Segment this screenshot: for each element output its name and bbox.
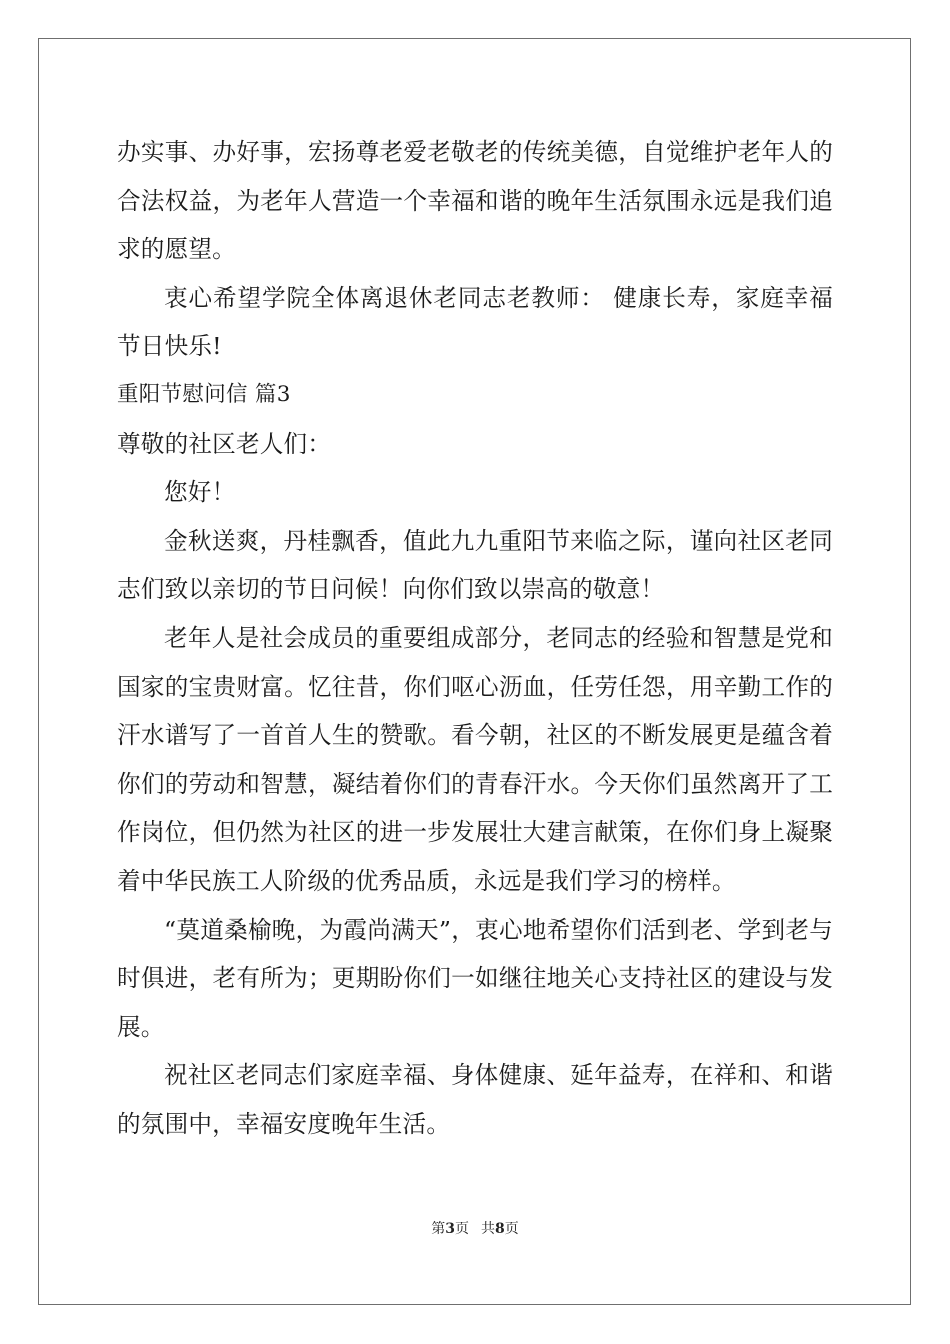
greeting: 您好！ bbox=[164, 478, 236, 507]
footer-total-prefix: 共 bbox=[481, 1221, 495, 1237]
paragraph-3: 金秋送爽，丹桂飘香，值此九九重阳节来临之际，谨向社区老同志们致以亲切的节日问候！向你们致以崇高的敬意！ bbox=[117, 526, 833, 604]
paragraph-5: “莫道桑榆晚，为霞尚满天”，衷心地希望你们活到老、学到老与时俱进，老有所为；更期盼你们一如继往地关心支持社区的建设与发展。 bbox=[117, 915, 833, 1041]
footer-total-suffix: 页 bbox=[504, 1221, 519, 1237]
paragraph-6: 祝社区老同志们家庭幸福、身体健康、延年益寿，在祥和、和谐的氛围中，幸福安度晚年生活。 bbox=[117, 1061, 833, 1138]
document-body bbox=[117, 128, 833, 1148]
page-footer bbox=[0, 1219, 950, 1239]
section-heading: 重阳节慰问信 篇3 bbox=[117, 381, 291, 407]
paragraph-4: 老年人是社会成员的重要组成部分，老同志的经验和智慧是党和国家的宝贵财富。忆往昔，你们呕心沥血，任劳任怨，用辛勤工作的汗水谱写了一首首人生的赞歌。看今朝，社区的不断发展更是蕴含着你们的劳动和智慧，凝结着你们的青春汗水。今天你们虽然离开了工作岗位，但仍然为社区的进一步发展壮大建言献策，在你们身上凝聚着中华民族工人阶级的优秀品质，永远是我们学习的榜样。 bbox=[117, 623, 833, 895]
footer-page-current: 3 bbox=[445, 1221, 455, 1237]
footer-page-prefix: 第 bbox=[431, 1221, 446, 1237]
footer-page-suffix: 页 bbox=[455, 1221, 469, 1237]
paragraph-2: 衷心希望学院全体离退休老同志老教师： 健康长寿，家庭幸福节日快乐! bbox=[117, 283, 833, 361]
salutation: 尊敬的社区老人们： bbox=[117, 429, 332, 458]
paragraph-1: 办实事、办好事，宏扬尊老爱老敬老的传统美德，自觉维护老年人的合法权益，为老年人营造一个幸福和谐的晚年生活氛围永远是我们追求的愿望。 bbox=[117, 138, 833, 264]
footer-page-total: 8 bbox=[495, 1221, 505, 1237]
